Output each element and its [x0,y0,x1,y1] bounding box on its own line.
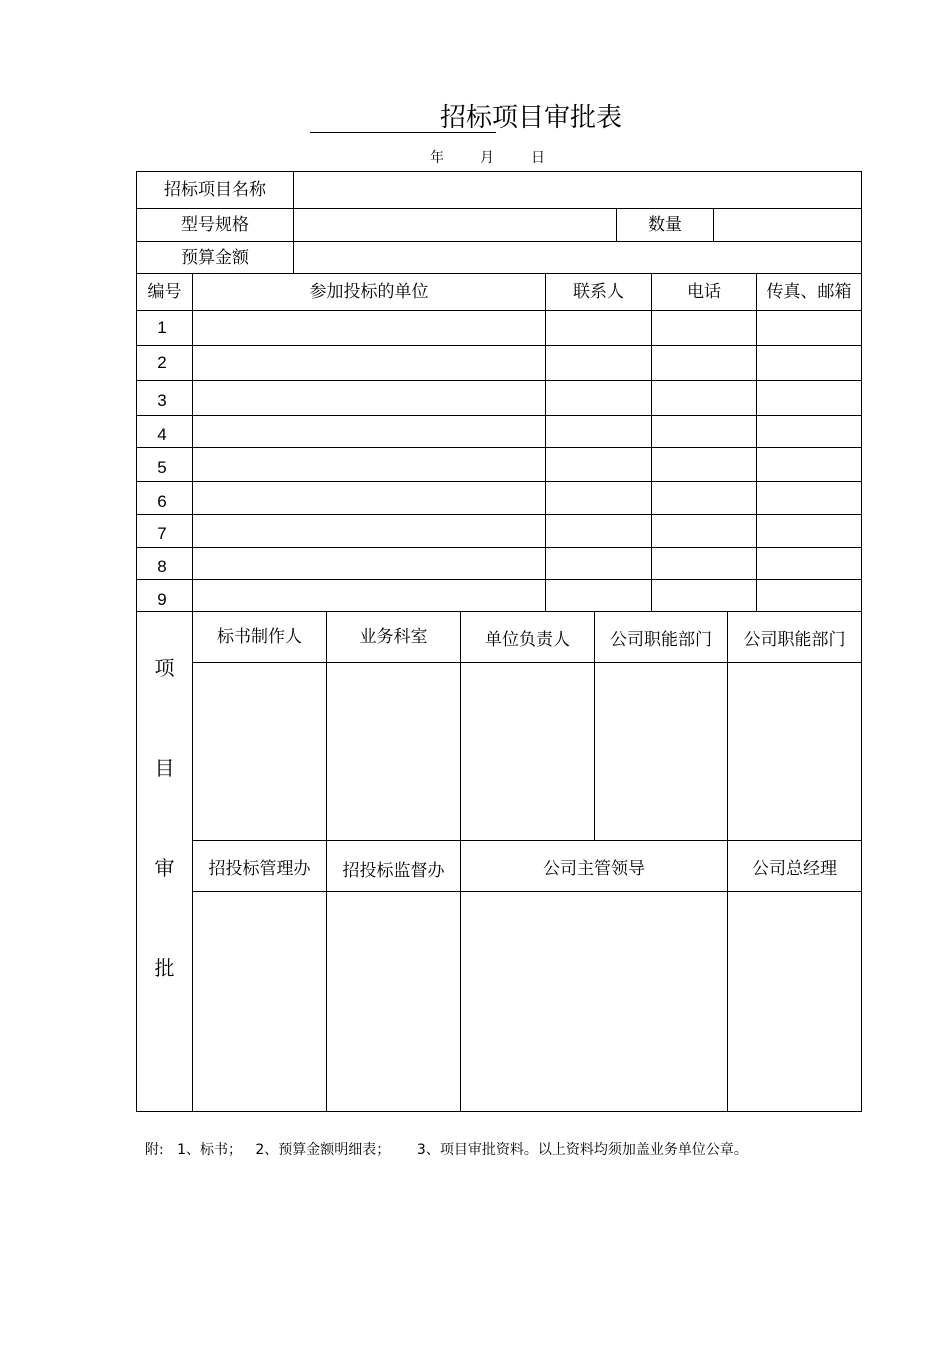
approval-label-char-4: 批 [154,956,175,980]
form-title: 招标项目审批表 [440,103,623,133]
header-number: 编号 [147,282,182,302]
approval-header-business-dept: 业务科室 [359,627,428,647]
footnote: 附: 1、标书； 2、预算金额明细表； 3、项目审批资料。以上资料均须加盖业务单位公章。 [145,1142,748,1158]
quantity-field[interactable] [714,209,861,241]
approval-label-char-2: 目 [154,756,175,780]
row-number-2: 2 [157,353,167,372]
header-bidder-unit: 参加投标的单位 [309,282,429,302]
date-year: 年 [430,150,444,166]
approval-header-functional-dept-1: 公司职能部门 [610,629,712,650]
row-number-4: 4 [157,424,167,444]
row-number-9: 9 [157,589,167,609]
date-month: 月 [480,150,494,166]
approval-header-functional-dept-2: 公司职能部门 [743,629,846,650]
budget-label: 预算金额 [181,247,249,268]
approval-label-char-3: 审 [154,856,175,880]
project-name-label: 招标项目名称 [164,180,266,200]
row-number-8: 8 [157,557,167,576]
row-number-7: 7 [157,524,167,543]
row-number-6: 6 [157,491,167,511]
approval-label-char-1: 项 [154,656,175,680]
approval-header-supervision-office: 招投标监督办 [342,861,445,881]
header-fax-email: 传真、邮箱 [766,282,852,302]
header-contact: 联系人 [573,282,624,302]
header-phone: 电话 [687,282,721,302]
row-number-5: 5 [157,457,167,477]
quantity-label: 数量 [648,215,682,235]
approval-header-bid-doc-maker: 标书制作人 [217,627,302,647]
model-spec-field[interactable] [294,209,616,241]
approval-header-company-leader: 公司主管领导 [543,858,645,879]
model-spec-label: 型号规格 [181,215,249,235]
row-number-3: 3 [157,391,167,410]
approval-header-bidding-office: 招投标管理办 [208,858,311,879]
approval-header-unit-head: 单位负责人 [485,629,570,650]
date-day: 日 [531,150,545,166]
row-number-1: 1 [157,318,167,337]
budget-field[interactable] [294,242,861,273]
approval-header-general-manager: 公司总经理 [752,858,837,879]
project-name-field[interactable] [294,172,861,208]
